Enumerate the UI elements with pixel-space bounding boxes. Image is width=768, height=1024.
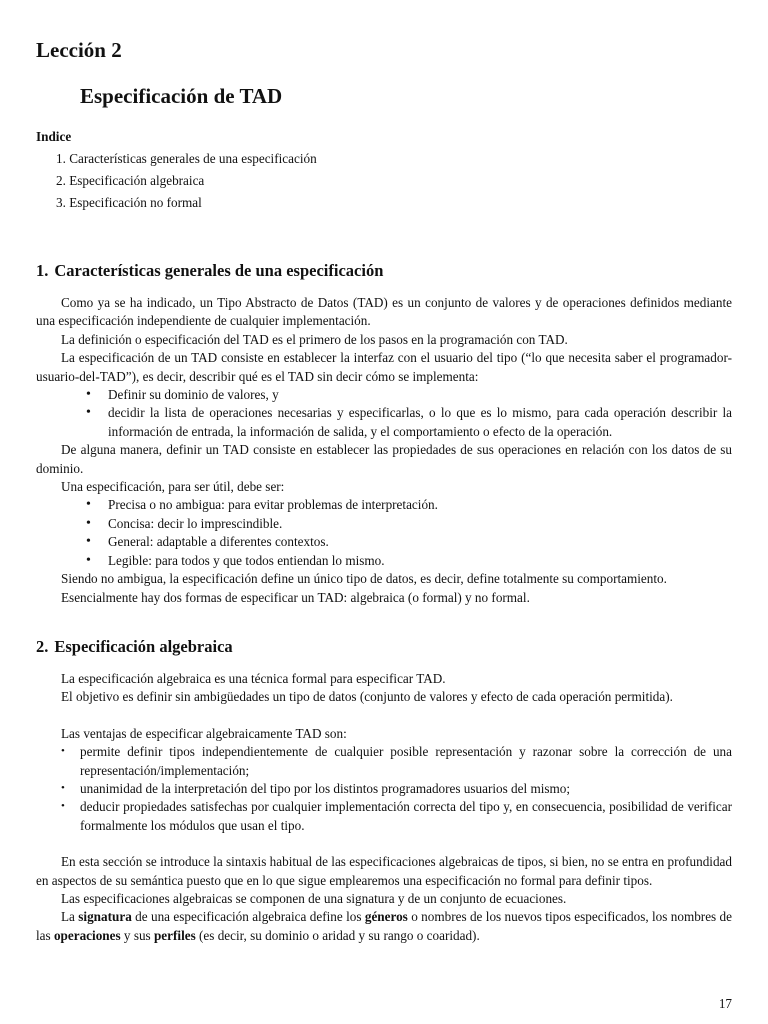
lesson-heading: Lección 2 — [36, 38, 122, 62]
toc-item: 1. Características generales de una especificación — [56, 151, 317, 166]
paragraph: En esta sección se introduce la sintaxis habitual de las especificaciones algebraicas de tipos, si bien, no se entra en profundidad en aspectos de su semántica puesto que en lo que sigue emplearemos una especificación no formal para definir tipos. — [36, 854, 732, 888]
list-item: • permite definir tipos independientemente de cualquier posible representación y razonar sobre la corrección de una representación/implementación; — [61, 743, 732, 780]
section-1 — [36, 261, 732, 607]
paragraph: La especificación algebraica es una técnica formal para especificar TAD. — [61, 671, 446, 686]
paragraph: Las ventajas de especificar algebraicamente TAD son: — [61, 725, 347, 741]
list-item: • unanimidad de la interpretación del tipo por los distintos programadores usuarios del mismo; — [61, 780, 732, 798]
section-1-heading — [36, 261, 732, 281]
paragraph: La definición o especificación del TAD es el primero de los pasos en la programación con TAD. — [61, 331, 568, 347]
paragraph: Como ya se ha indicado, un Tipo Abstracto de Datos (TAD) es un conjunto de valores y de operaciones definidos mediante una especificación independiente de cualquier implementación. — [36, 295, 732, 329]
text-run: y sus — [120, 927, 154, 943]
section-title: Características generales de una especificación — [54, 261, 384, 280]
toc-item: 2. Especificación algebraica — [56, 173, 205, 188]
list-item: • Concisa: decir lo imprescindible. — [86, 515, 732, 533]
text-run: o nombres de los nuevos tipos especificados, los nombres de las — [36, 909, 733, 943]
paragraph: Esencialmente hay dos formas de especificar un TAD: algebraica (o formal) y no formal. — [61, 589, 530, 605]
section-number: 1. — [36, 261, 49, 280]
document-title: Especificación de TAD — [80, 84, 283, 108]
toc-item: 3. Especificación no formal — [56, 195, 202, 210]
paragraph: La especificación de un TAD consiste en establecer la interfaz con el usuario del tipo (“lo que necesita saber el programador-usuario-del-TAD”), es decir, describir qué es el TAD sin decir cómo se implementa: — [36, 350, 732, 384]
list-item: • Definir su dominio de valores, y — [86, 386, 732, 404]
bullet-list — [36, 386, 732, 441]
list-item: • Precisa o no ambigua: para evitar problemas de interpretación. — [86, 496, 732, 514]
bold-term: operaciones — [53, 927, 121, 943]
list-item: • General: adaptable a diferentes contextos. — [86, 533, 732, 551]
paragraph: Siendo no ambigua, la especificación define un único tipo de datos, es decir, define totalmente su comportamiento. — [61, 571, 667, 587]
section-2 — [36, 637, 732, 945]
paragraph: De alguna manera, definir un TAD consiste en establecer las propiedades de sus operaciones en relación con los datos de su dominio. — [36, 442, 732, 476]
list-item: • decidir la lista de operaciones necesarias y especificarlas, o lo que es lo mismo, para cada operación describir la información de entrada, la información de salida, y el comportamiento o efecto de la operación. — [86, 404, 732, 441]
section-2-heading — [36, 637, 732, 657]
paragraph-signatura — [36, 908, 732, 945]
paragraph: Una especificación, para ser útil, debe ser: — [61, 479, 285, 495]
spacer — [36, 707, 732, 725]
bold-term: géneros — [364, 909, 408, 925]
text-run: (es decir, su dominio o aridad y su rango o coaridad). — [195, 927, 480, 943]
page-number: 17 — [718, 996, 732, 1011]
text-run: La — [61, 909, 79, 925]
bold-term: signatura — [78, 909, 132, 925]
bullet-list — [36, 743, 732, 835]
list-item: • Legible: para todos y que todos entiendan lo mismo. — [86, 552, 732, 570]
toc-heading: Indice — [36, 129, 72, 144]
text-run: de una especificación algebraica define los — [131, 909, 365, 925]
paragraph: Las especificaciones algebraicas se componen de una signatura y de un conjunto de ecuaciones. — [61, 891, 567, 907]
table-of-contents — [36, 128, 736, 214]
section-title: Especificación algebraica — [54, 637, 233, 656]
bold-term: perfiles — [153, 927, 196, 943]
bullet-list — [36, 496, 732, 570]
spacer — [36, 835, 732, 853]
list-item: • deducir propiedades satisfechas por cualquier implementación correcta del tipo y, en consecuencia, posibilidad de verificar formalmente los módulos que usan el tipo. — [61, 798, 732, 835]
paragraph: El objetivo es definir sin ambigüedades un tipo de datos (conjunto de valores y efecto de cada operación permitida). — [61, 689, 673, 705]
section-number: 2. — [36, 637, 49, 656]
